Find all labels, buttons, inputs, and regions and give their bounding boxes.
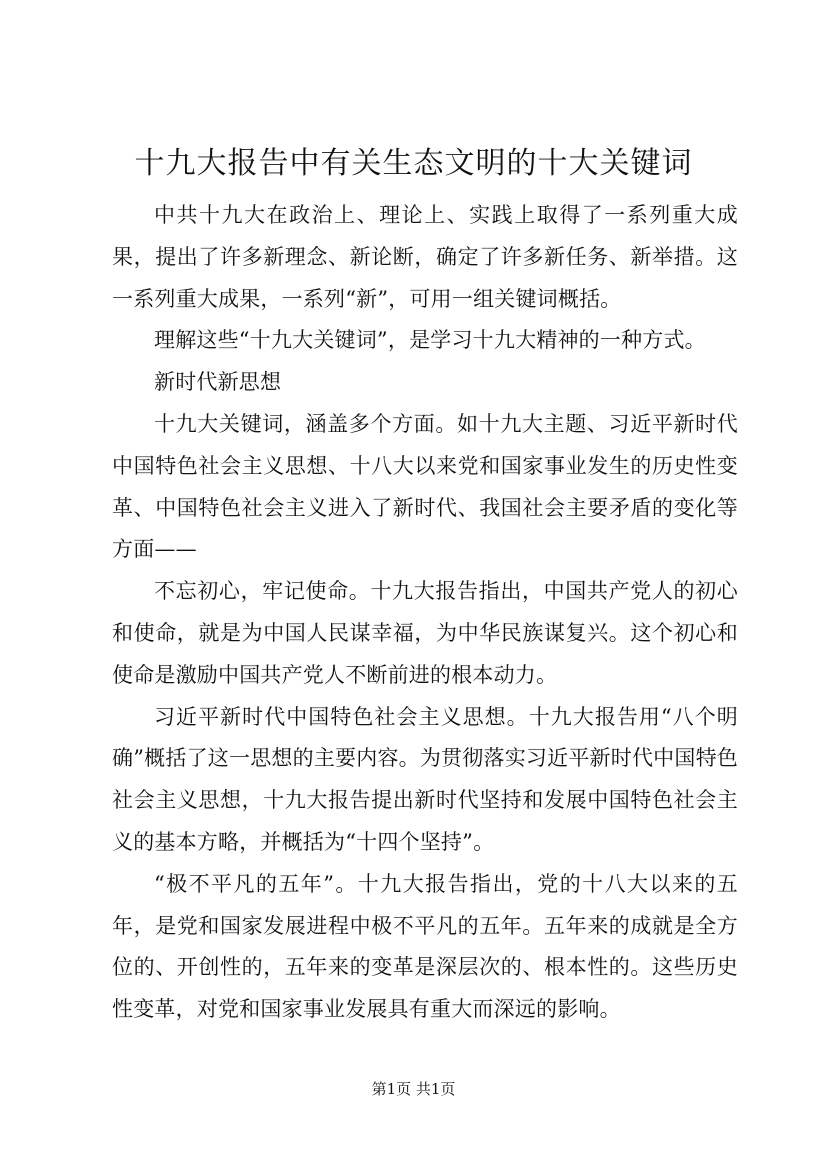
paragraph-3: 十九大关键词，涵盖多个方面。如十九大主题、习近平新时代中国特色社会主义思想、十八大以来党和国家事业发生的历史性变革、中国特色社会主义进入了新时代、我国社会主要矛盾的变化等方面—— bbox=[112, 411, 738, 562]
paragraph-6: “极不平凡的五年”。十九大报告指出，党的十八大以来的五年，是党和国家发展进程中极不平凡的五年。五年来的成就是全方位的、开创性的，五年来的变革是深层次的、根本性的。这些历史性变革，对党和国家事业发展具有重大而深远的影响。 bbox=[112, 871, 738, 1022]
paragraph-2: 理解这些“十九大关键词”，是学习十九大精神的一种方式。 bbox=[154, 328, 706, 353]
paragraph-5: 习近平新时代中国特色社会主义思想。十九大报告用“八个明确”概括了这一思想的主要内容。为贯彻落实习近平新时代中国特色社会主义思想，十九大报告提出新时代坚持和发展中国特色社会主义的基本方略，并概括为“十四个坚持”。 bbox=[112, 704, 738, 854]
document-body bbox=[112, 195, 738, 1031]
document-title: 十九大报告中有关生态文明的十大关键词 bbox=[134, 146, 693, 181]
section-heading: 新时代新思想 bbox=[154, 370, 282, 395]
paragraph-1: 中共十九大在政治上、理论上、实践上取得了一系列重大成果，提出了许多新理念、新论断，确定了许多新任务、新举措。这一系列重大成果，一系列“新”，可用一组关键词概括。 bbox=[112, 203, 738, 311]
page-footer: 第1页 共1页 bbox=[371, 1080, 456, 1098]
paragraph-4: 不忘初心，牢记使命。十九大报告指出，中国共产党人的初心和使命，就是为中国人民谋幸福，为中华民族谋复兴。这个初心和使命是激励中国共产党人不断前进的根本动力。 bbox=[112, 579, 738, 687]
